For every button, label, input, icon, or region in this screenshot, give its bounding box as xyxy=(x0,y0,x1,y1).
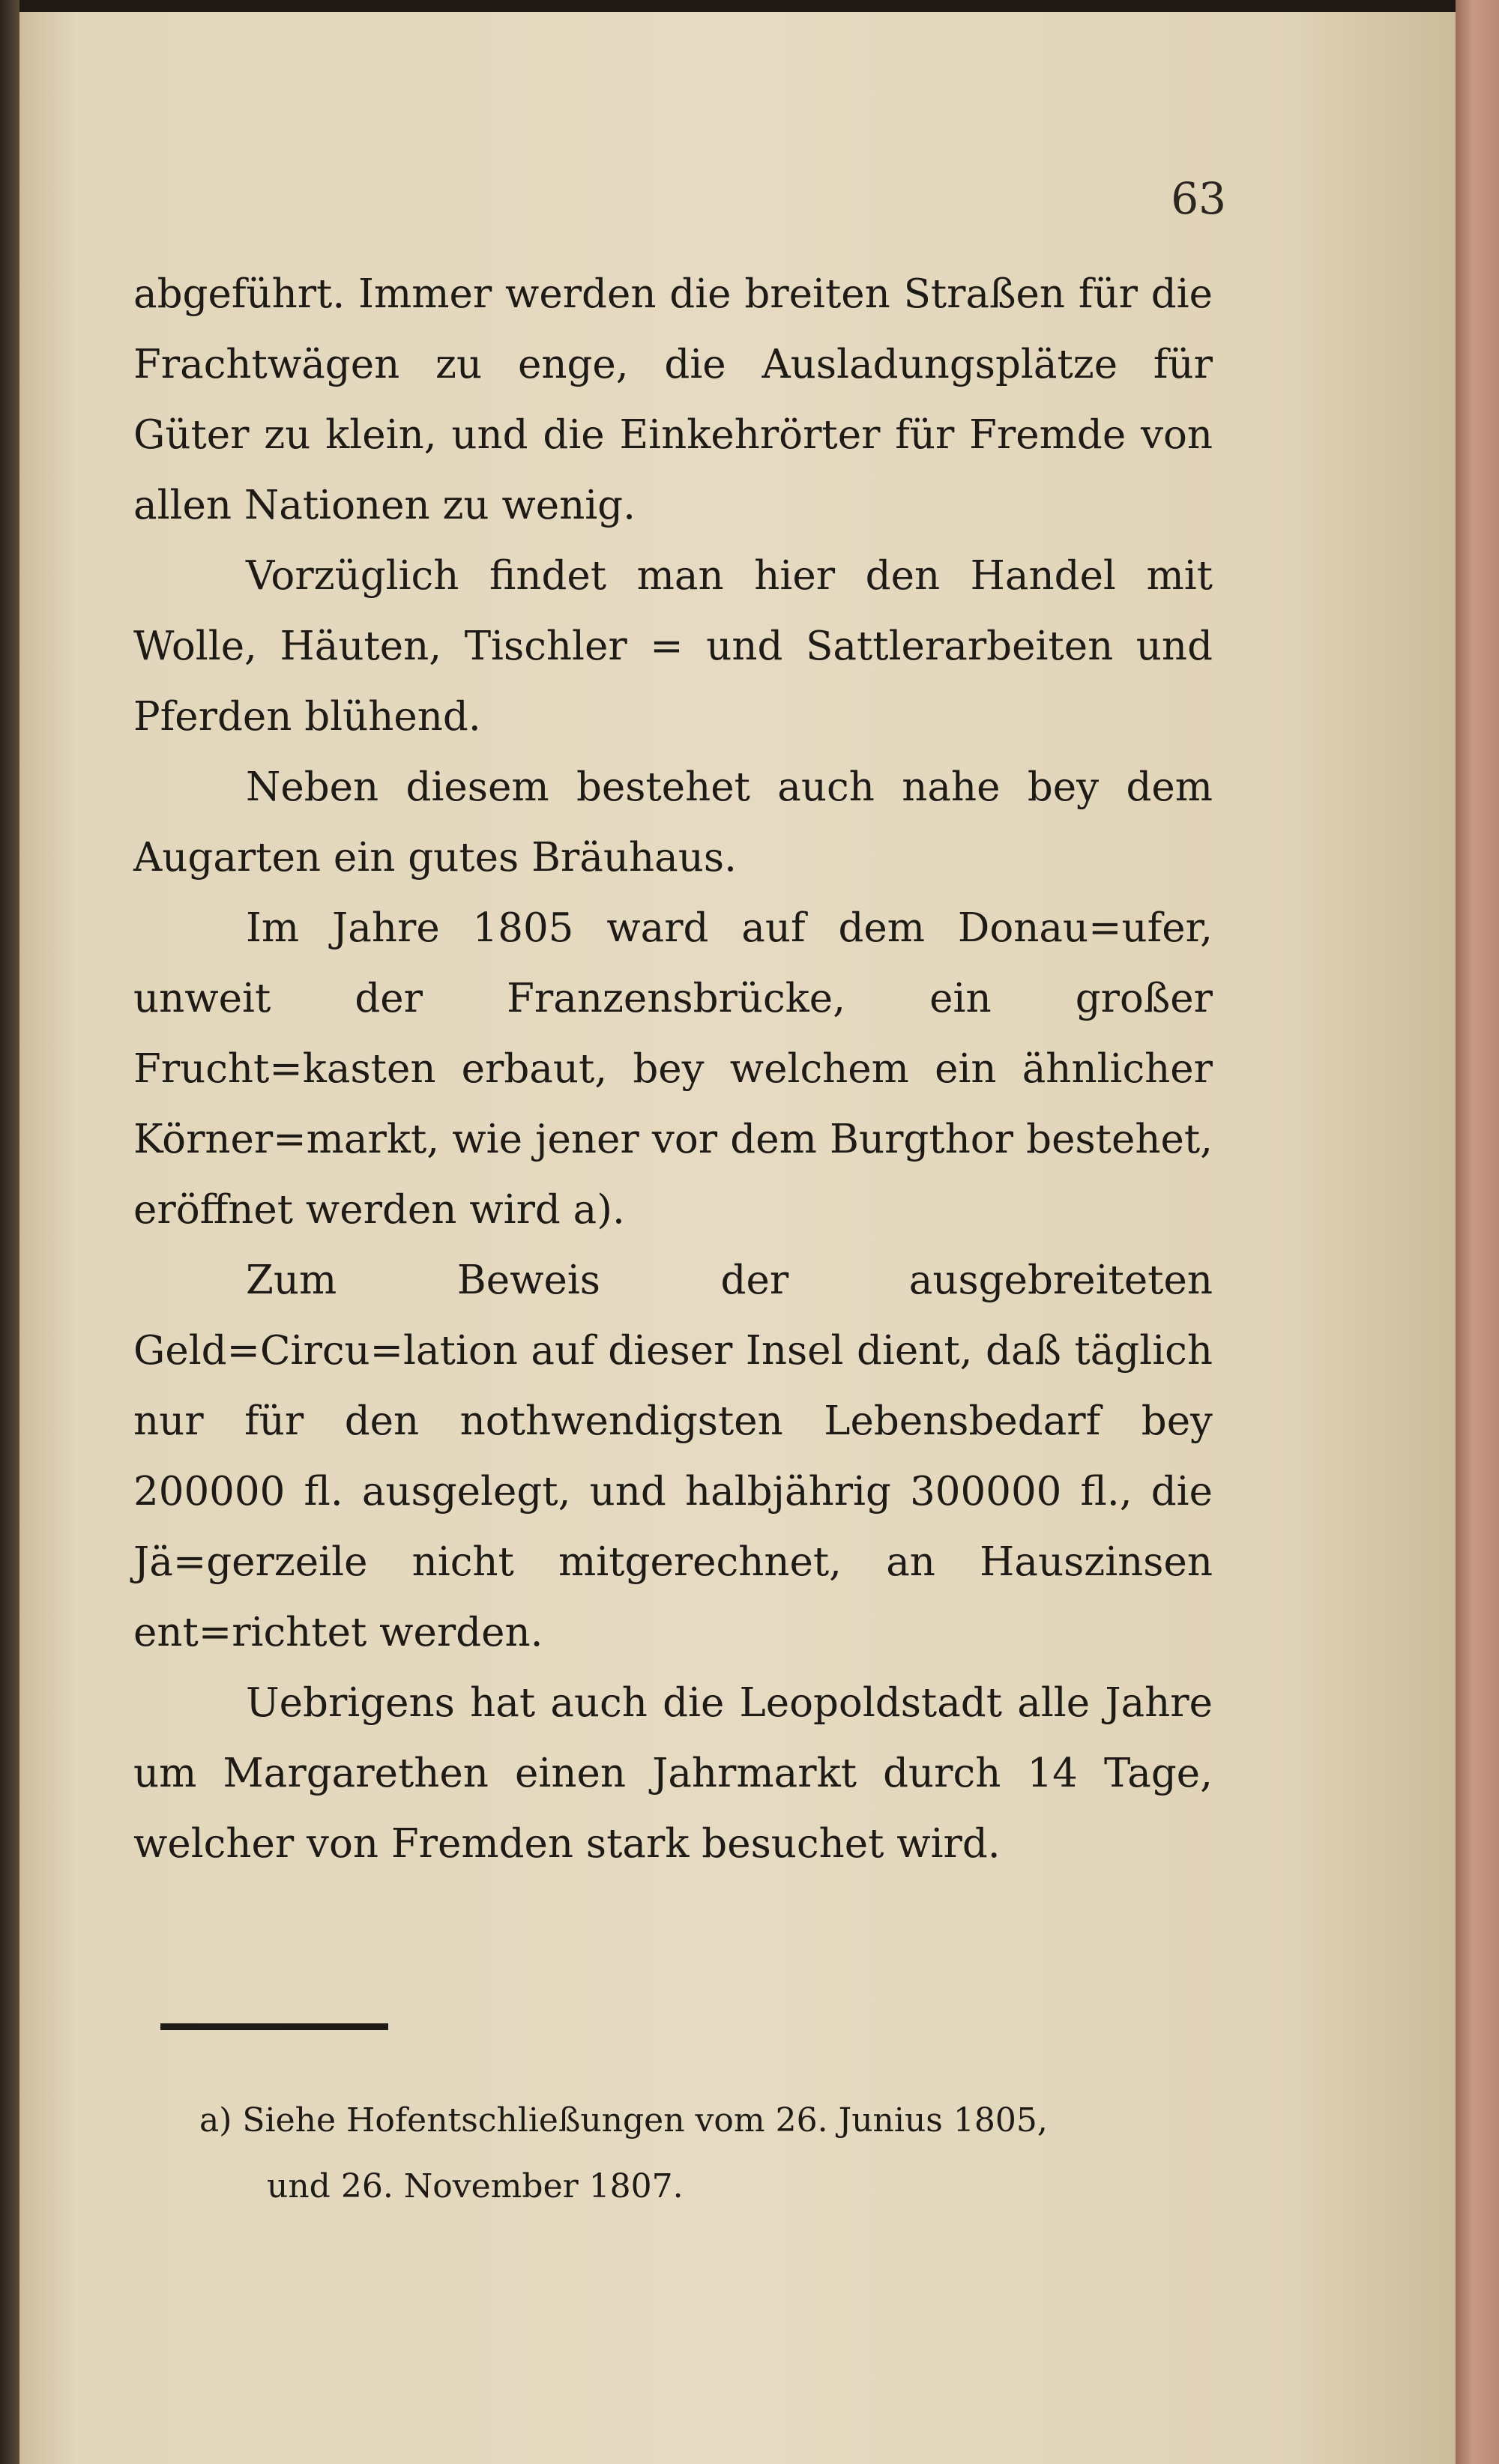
book-cover-edge xyxy=(1456,0,1499,2464)
page-number: 63 xyxy=(1171,173,1226,224)
paragraph: Vorzüglich findet man hier den Handel mit Wolle, Häuten, Tischler = und Sattlerarbeiten und Pferden blühend. xyxy=(133,553,1213,740)
scan-left-edge xyxy=(0,0,19,2464)
footnote-rule xyxy=(160,2023,388,2030)
paragraph: Im Jahre 1805 ward auf dem Donau=ufer, unweit der Franzensbrücke, ein großer Frucht=kasten erbaut, bey welchem ein ähnlicher Körner=markt, wie jener vor dem Burgthor bestehet, eröffnet werden wird a). xyxy=(133,905,1213,1233)
paragraph: Uebrigens hat auch die Leopoldstadt alle Jahre um Margarethen einen Jahrmarkt durch 14 Tage, welcher von Fremden stark besuchet wird. xyxy=(133,1680,1213,1867)
paragraph: Neben diesem bestehet auch nahe bey dem Augarten ein gutes Bräuhaus. xyxy=(133,764,1213,881)
footnote xyxy=(199,2088,1211,2220)
footnote-line: und 26. November 1807. xyxy=(267,2167,684,2205)
paragraph: Zum Beweis der ausgebreiteten Geld=Circu=lation auf dieser Insel dient, daß täglich nur für den nothwendigsten Lebensbedarf bey 200000 fl. ausgelegt, und halbjährig 300000 fl., die Jä=gerzeile nicht mitgerechnet, an Hauszinsen ent=richtet werden. xyxy=(133,1257,1213,1655)
paragraph: abgeführt. Immer werden die breiten Straßen für die Frachtwägen zu enge, die Ausladungsplätze für Güter zu klein, und die Einkehrörter für Fremde von allen Nationen zu wenig. xyxy=(133,271,1213,528)
book-page xyxy=(19,12,1456,2464)
scan-top-edge xyxy=(0,0,1499,12)
footnote-line: a) Siehe Hofentschließungen vom 26. Junius 1805, xyxy=(199,2101,1048,2140)
body-text xyxy=(133,259,1213,1879)
